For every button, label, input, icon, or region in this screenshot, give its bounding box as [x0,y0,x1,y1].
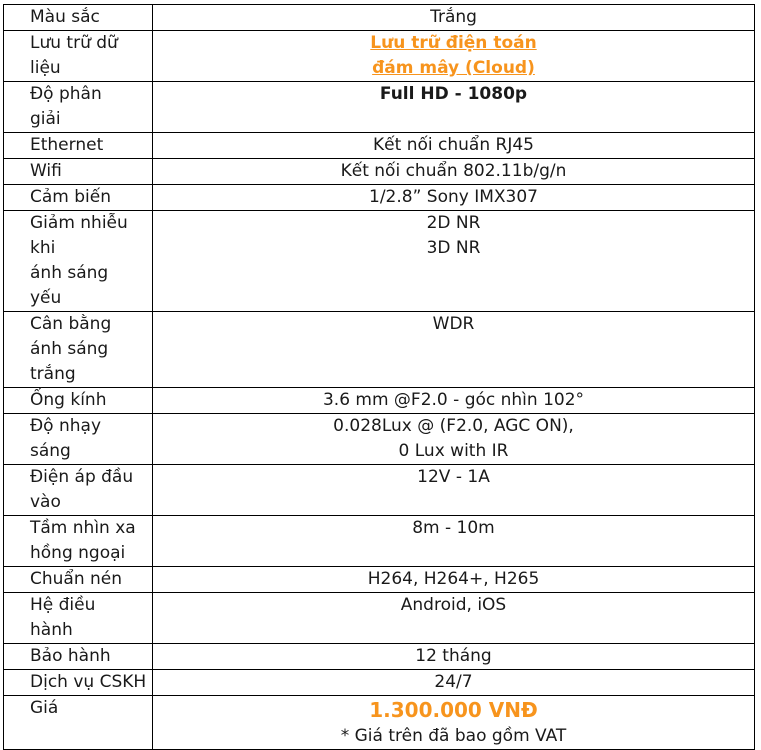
spec-label: Ống kính [30,390,107,410]
spec-value: 0.028Lux @ (F2.0, AGC ON), [333,416,574,436]
spec-value: Kết nối chuẩn RJ45 [373,135,534,155]
spec-value: 3D NR [426,238,481,258]
spec-label: Màu sắc [30,7,100,27]
spec-label: Độ nhạy [30,416,102,436]
spec-label-cell [4,133,153,159]
spec-label-cell [4,696,153,750]
spec-label: Bảo hành [30,646,111,666]
spec-row [4,644,755,670]
spec-label: hồng ngoại [30,543,126,563]
price-note: * Giá trên đã bao gồm VAT [340,726,567,746]
spec-label-cell [4,388,153,414]
spec-value-cell [153,593,755,644]
spec-value: H264, H264+, H265 [367,569,540,589]
spec-row [4,516,755,567]
spec-label: Điện áp đầu [30,467,134,487]
spec-value-cell [153,567,755,593]
spec-label-cell [4,211,153,312]
spec-value-cell [153,211,755,312]
spec-table-body [4,5,755,750]
spec-row [4,5,755,31]
spec-value-cell [153,159,755,185]
spec-value: Full HD - 1080p [379,84,528,104]
spec-value-cell [153,5,755,31]
spec-value-cell [153,516,755,567]
spec-row [4,82,755,133]
spec-value-cell [153,644,755,670]
spec-value-cell [153,414,755,465]
spec-label-cell [4,312,153,388]
spec-row [4,670,755,696]
spec-label-cell [4,31,153,82]
spec-value: 12V - 1A [417,467,490,487]
spec-row [4,31,755,82]
spec-label: sáng [30,441,71,461]
spec-label: yếu [30,288,62,308]
spec-row [4,159,755,185]
spec-value: 2D NR [426,213,481,233]
spec-label-cell [4,567,153,593]
spec-label: Wifi [30,161,62,181]
spec-value-cell [153,133,755,159]
spec-value: 3.6 mm @F2.0 - góc nhìn 102° [322,390,585,410]
spec-value: 12 tháng [415,646,492,666]
spec-label-cell [4,670,153,696]
spec-label-cell [4,5,153,31]
spec-row [4,567,755,593]
spec-label-cell [4,465,153,516]
spec-value: 24/7 [434,672,473,692]
spec-row [4,465,755,516]
spec-label: khi [30,238,56,258]
spec-value: Android, iOS [400,595,507,615]
spec-label: Tầm nhìn xa [30,518,136,538]
spec-label-cell [4,516,153,567]
spec-value: WDR [432,314,475,334]
spec-label: Giá [30,698,59,718]
price-value: 1.300.000 VNĐ [369,698,538,722]
spec-label: Ethernet [30,135,104,155]
spec-value: Trắng [430,7,477,27]
spec-label-cell [4,593,153,644]
spec-row [4,211,755,312]
spec-value-cell [153,465,755,516]
spec-value-cell [153,312,755,388]
spec-label: hành [30,620,73,640]
spec-row [4,185,755,211]
spec-label: ánh sáng trắng [30,339,109,384]
spec-row [4,414,755,465]
spec-row [4,388,755,414]
spec-label-cell [4,82,153,133]
spec-value: 0 Lux with IR [398,441,509,461]
spec-label: Lưu trữ dữ [30,33,118,53]
spec-label: liệu [30,58,61,78]
spec-label: Dịch vụ CSKH [30,672,147,692]
spec-label: Giảm nhiễu [30,213,128,233]
spec-value: 1/2.8” Sony IMX307 [369,187,538,207]
spec-row [4,593,755,644]
spec-row [4,312,755,388]
spec-value-cell [153,31,755,82]
spec-label: vào [30,492,61,512]
spec-label-cell [4,414,153,465]
spec-value-cell [153,185,755,211]
spec-label-cell [4,644,153,670]
spec-value: Kết nối chuẩn 802.11b/g/n [340,161,567,181]
spec-label: Độ phân [30,84,102,104]
spec-value-cell [153,696,755,750]
cloud-storage-link[interactable]: đám mây (Cloud) [372,58,535,78]
spec-row [4,133,755,159]
spec-label: Chuẩn nén [30,569,123,589]
spec-value-cell [153,82,755,133]
spec-label: ánh sáng [30,263,109,283]
spec-label-cell [4,159,153,185]
spec-label: Cân bằng [30,314,112,334]
spec-row [4,696,755,750]
spec-label: Hệ điều [30,595,96,615]
spec-label-cell [4,185,153,211]
spec-label: Cảm biến [30,187,111,207]
spec-value: 8m - 10m [412,518,495,538]
spec-table [3,4,755,750]
spec-value-cell [153,670,755,696]
spec-value-cell [153,388,755,414]
spec-label: giải [30,109,61,129]
cloud-storage-link[interactable]: Lưu trữ điện toán [370,33,537,53]
